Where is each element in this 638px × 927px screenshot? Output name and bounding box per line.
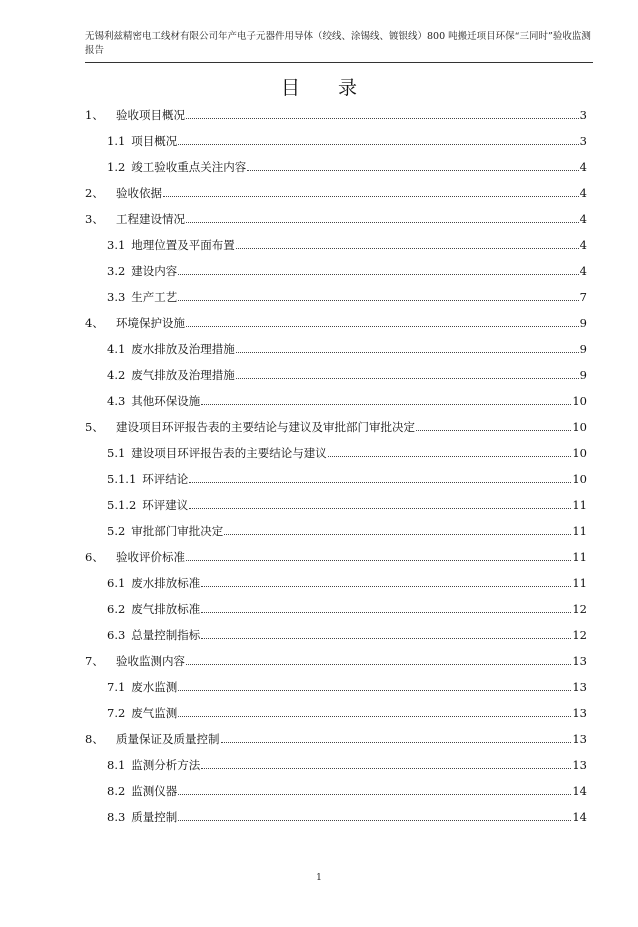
toc-dot-leader bbox=[224, 534, 571, 535]
toc-entry-page: 3 bbox=[579, 134, 587, 148]
toc-entry-number: 5.1.2 bbox=[107, 498, 137, 512]
toc-entry-page: 11 bbox=[572, 550, 587, 564]
toc-entry-label: 项目概况 bbox=[131, 134, 178, 148]
toc-entry-number: 8.3 bbox=[107, 810, 126, 824]
toc-entry-number: 1、 bbox=[85, 108, 104, 122]
toc-entry[interactable] bbox=[107, 236, 587, 252]
toc-entry[interactable] bbox=[107, 756, 587, 772]
toc-entry-number: 4.2 bbox=[107, 368, 126, 382]
header-divider bbox=[85, 62, 593, 63]
toc-entry[interactable] bbox=[107, 132, 587, 148]
toc-entry[interactable] bbox=[107, 392, 587, 408]
toc-dot-leader bbox=[178, 144, 578, 145]
toc-entry-label: 质量控制 bbox=[131, 810, 178, 824]
toc-entry-number: 3.3 bbox=[107, 290, 126, 304]
toc-entry-page: 7 bbox=[579, 290, 587, 304]
toc-dot-leader bbox=[201, 586, 571, 587]
toc-entry-number: 6.1 bbox=[107, 576, 126, 590]
toc-entry-page: 10 bbox=[572, 446, 587, 460]
toc-entry-label: 环评结论 bbox=[142, 472, 189, 486]
toc-dot-leader bbox=[247, 170, 578, 171]
toc-entry[interactable] bbox=[107, 522, 587, 538]
toc-entry[interactable] bbox=[85, 652, 587, 668]
toc-entry[interactable] bbox=[107, 808, 587, 824]
toc-entry-label: 废气监测 bbox=[131, 706, 178, 720]
toc-entry-number: 8.2 bbox=[107, 784, 126, 798]
toc-dot-leader bbox=[163, 196, 579, 197]
toc-entry-label: 环境保护设施 bbox=[116, 316, 185, 330]
toc-entry-label: 废水排放及治理措施 bbox=[131, 342, 235, 356]
toc-dot-leader bbox=[178, 820, 571, 821]
toc-entry-page: 14 bbox=[572, 810, 587, 824]
toc-entry-page: 4 bbox=[579, 238, 587, 252]
toc-entry-label: 废气排放标准 bbox=[131, 602, 201, 616]
toc-entry-number: 8.1 bbox=[107, 758, 126, 772]
toc-entry-label: 废水排放标准 bbox=[131, 576, 201, 590]
toc-dot-leader bbox=[189, 482, 571, 483]
toc-entry[interactable] bbox=[107, 444, 587, 460]
toc-entry-page: 11 bbox=[572, 576, 587, 590]
toc-entry-label: 审批部门审批决定 bbox=[131, 524, 224, 538]
toc-dot-leader bbox=[186, 222, 579, 223]
toc-dot-leader bbox=[236, 378, 579, 379]
toc-entry-page: 11 bbox=[572, 524, 587, 538]
toc-entry-page: 13 bbox=[572, 732, 587, 746]
page-title: 目 录 bbox=[280, 77, 374, 99]
toc-dot-leader bbox=[186, 118, 579, 119]
toc-entry[interactable] bbox=[85, 418, 587, 434]
toc-entry-page: 10 bbox=[572, 420, 587, 434]
toc-dot-leader bbox=[189, 508, 571, 509]
toc-entry-number: 8、 bbox=[85, 732, 104, 746]
toc-entry-page: 12 bbox=[572, 602, 587, 616]
toc-dot-leader bbox=[186, 664, 571, 665]
toc-entry-number: 4、 bbox=[85, 316, 104, 330]
toc-entry-number: 6.3 bbox=[107, 628, 126, 642]
toc-entry-number: 5.1 bbox=[107, 446, 126, 460]
toc-entry-number: 3.2 bbox=[107, 264, 126, 278]
toc-entry-number: 1.1 bbox=[107, 134, 126, 148]
toc-entry-label: 生产工艺 bbox=[131, 290, 178, 304]
toc-entry-number: 6、 bbox=[85, 550, 104, 564]
toc-entry-label: 监测分析方法 bbox=[131, 758, 201, 772]
toc-entry-number: 7.1 bbox=[107, 680, 126, 694]
toc-entry-label: 建设内容 bbox=[131, 264, 178, 278]
toc-entry-page: 9 bbox=[579, 342, 587, 356]
toc-dot-leader bbox=[186, 326, 579, 327]
toc-entry-number: 3、 bbox=[85, 212, 104, 226]
toc-entry-number: 4.3 bbox=[107, 394, 126, 408]
toc-entry[interactable] bbox=[85, 730, 587, 746]
toc-entry-number: 7、 bbox=[85, 654, 104, 668]
toc-entry[interactable] bbox=[85, 184, 587, 200]
toc-entry-label: 工程建设情况 bbox=[116, 212, 185, 226]
toc-entry[interactable] bbox=[107, 704, 587, 720]
toc-entry[interactable] bbox=[107, 574, 587, 590]
toc-dot-leader bbox=[416, 430, 571, 431]
toc-entry[interactable] bbox=[107, 678, 587, 694]
toc-entry-label: 地理位置及平面布置 bbox=[131, 238, 235, 252]
toc-dot-leader bbox=[178, 794, 571, 795]
toc-dot-leader bbox=[178, 716, 571, 717]
toc-entry-page: 10 bbox=[572, 472, 587, 486]
toc-entry-page: 4 bbox=[579, 212, 587, 226]
toc-entry[interactable] bbox=[85, 314, 587, 330]
toc-entry-label: 环评建议 bbox=[142, 498, 189, 512]
toc-entry-page: 4 bbox=[579, 264, 587, 278]
toc-entry-page: 9 bbox=[579, 316, 587, 330]
page-header bbox=[85, 30, 595, 58]
toc-entry-label: 建设项目环评报告表的主要结论与建议及审批部门审批决定 bbox=[116, 420, 415, 434]
page-number: 1 bbox=[316, 873, 322, 883]
toc-entry-label: 废水监测 bbox=[131, 680, 178, 694]
toc-entry-number: 4.1 bbox=[107, 342, 126, 356]
toc-entry[interactable] bbox=[107, 782, 587, 798]
toc-entry-label: 质量保证及质量控制 bbox=[116, 732, 220, 746]
toc-dot-leader bbox=[178, 300, 578, 301]
toc-entry-label: 验收评价标准 bbox=[116, 550, 185, 564]
toc-entry-label: 总量控制指标 bbox=[131, 628, 201, 642]
toc-entry[interactable] bbox=[107, 470, 587, 486]
toc-entry-number: 6.2 bbox=[107, 602, 126, 616]
toc-entry[interactable] bbox=[107, 262, 587, 278]
toc-entry-number: 7.2 bbox=[107, 706, 126, 720]
toc-entry-number: 5.2 bbox=[107, 524, 126, 538]
toc-entry-page: 13 bbox=[572, 706, 587, 720]
toc-dot-leader bbox=[178, 690, 571, 691]
toc-entry-page: 14 bbox=[572, 784, 587, 798]
toc-entry-page: 13 bbox=[572, 680, 587, 694]
toc-entry-number: 2、 bbox=[85, 186, 104, 200]
toc-dot-leader bbox=[201, 612, 571, 613]
toc-entry-label: 验收项目概况 bbox=[116, 108, 185, 122]
toc-dot-leader bbox=[186, 560, 571, 561]
page-header-text: 无锡利兹精密电工线材有限公司年产电子元器件用导体（绞线、涂锡线、镀银线）800 吨搬迁项目环保“三同时”验收监测报告 bbox=[85, 31, 591, 56]
toc-entry-page: 10 bbox=[572, 394, 587, 408]
toc-entry-number: 5、 bbox=[85, 420, 104, 434]
toc-entry-page: 13 bbox=[572, 654, 587, 668]
toc-dot-leader bbox=[221, 742, 572, 743]
toc-entry-page: 12 bbox=[572, 628, 587, 642]
toc-entry-page: 11 bbox=[572, 498, 587, 512]
toc-entry-label: 验收监测内容 bbox=[116, 654, 185, 668]
toc-entry[interactable] bbox=[107, 288, 587, 304]
toc-entry-label: 其他环保设施 bbox=[131, 394, 201, 408]
toc-entry-page: 4 bbox=[579, 186, 587, 200]
toc-entry[interactable] bbox=[107, 626, 587, 642]
toc-entry[interactable] bbox=[85, 548, 587, 564]
toc-entry[interactable] bbox=[107, 600, 587, 616]
toc-entry[interactable] bbox=[107, 366, 587, 382]
toc-dot-leader bbox=[178, 274, 578, 275]
toc-entry-label: 验收依据 bbox=[116, 186, 162, 200]
toc-entry[interactable] bbox=[107, 158, 587, 174]
toc-dot-leader bbox=[201, 768, 571, 769]
toc-dot-leader bbox=[201, 404, 571, 405]
toc-dot-leader bbox=[328, 456, 572, 457]
toc-entry-page: 4 bbox=[579, 160, 587, 174]
toc-dot-leader bbox=[236, 248, 579, 249]
toc-entry-label: 建设项目环评报告表的主要结论与建议 bbox=[131, 446, 327, 460]
toc-entry-number: 3.1 bbox=[107, 238, 126, 252]
toc-dot-leader bbox=[201, 638, 571, 639]
toc-entry[interactable] bbox=[85, 106, 587, 122]
toc-entry-page: 3 bbox=[579, 108, 587, 122]
toc-dot-leader bbox=[236, 352, 579, 353]
toc-entry-label: 废气排放及治理措施 bbox=[131, 368, 235, 382]
toc-entry[interactable] bbox=[107, 496, 587, 512]
toc-entry[interactable] bbox=[85, 210, 587, 226]
toc-entry-label: 监测仪器 bbox=[131, 784, 178, 798]
toc-entry-page: 9 bbox=[579, 368, 587, 382]
toc-entry-page: 13 bbox=[572, 758, 587, 772]
toc-entry[interactable] bbox=[107, 340, 587, 356]
toc-entry-number: 1.2 bbox=[107, 160, 126, 174]
toc-entry-number: 5.1.1 bbox=[107, 472, 137, 486]
toc-entry-label: 竣工验收重点关注内容 bbox=[131, 160, 247, 174]
